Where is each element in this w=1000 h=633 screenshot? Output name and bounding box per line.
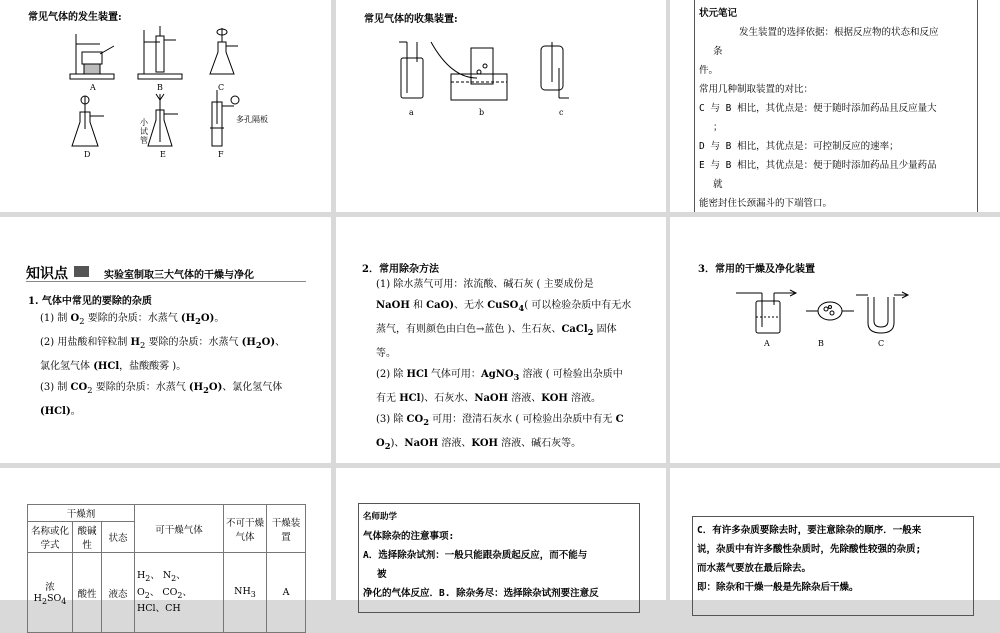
label-c: c: [559, 108, 564, 117]
panel-teacher-tips: [336, 468, 666, 600]
order-line: C．有许多杂质要除去时，要注意除杂的顺序．一般来: [697, 525, 922, 536]
label-b: B: [818, 339, 824, 348]
section-title: 3．常用的干燥及净化装置: [698, 264, 815, 275]
removal-line: 有无 HCl)、石灰水、NaOH 溶液、KOH 溶液。: [376, 393, 602, 404]
tips-line: 净化的气体反应．B. 除杂务尽：选择除杂试剂要注意反: [363, 588, 599, 599]
notes-line: 就: [713, 179, 723, 190]
notes-heading: 状元笔记: [699, 8, 738, 19]
label-c: C: [878, 339, 885, 348]
cell-state: 液态: [102, 553, 135, 633]
desiccant-table: [27, 504, 306, 633]
impurity-h2: (2) 用盐酸和锌粒制 $H_2$ 要除的杂质：水蒸气 $(H_2O)$、: [40, 337, 286, 350]
label-a: a: [409, 108, 414, 117]
label-e: E: [160, 150, 166, 159]
header-desiccant: 干燥剂: [28, 505, 135, 522]
cell-can-dry: $H_2$、 $N_2$、 $O_2$、 $CO_2$、 HCl、CH: [135, 553, 224, 633]
notes-box: [694, 0, 978, 212]
impurity-co2-cont: (HCl)。: [40, 406, 81, 417]
notes-line: E 与 B 相比，其优点是：便于随时添加药品且少量药品: [699, 160, 937, 171]
tips-line: 被: [377, 569, 387, 580]
notes-line: 能密封住长颈漏斗的下端管口。: [699, 198, 833, 209]
removal-line: 等。: [376, 348, 396, 359]
panel-drying-devices: [670, 217, 1000, 463]
panel-removal-order: [670, 468, 1000, 600]
panel-title: 常见气体的发生装置:: [28, 12, 122, 23]
order-line: 即：除杂和干燥一般是先除杂后干燥。: [697, 582, 859, 593]
notes-line: 常用几种制取装置的对比：: [699, 84, 814, 95]
order-line: 而水蒸气要放在最后除去。: [697, 563, 812, 574]
header-name: 名称或化学式: [28, 522, 73, 553]
collection-apparatus-figure: [391, 38, 591, 108]
notes-line: D 与 B 相比，其优点是：可控制反应的速率；: [699, 141, 899, 152]
badge-block-icon: [74, 266, 89, 277]
header-state: 状态: [102, 522, 135, 553]
annot-small-tube: 小试管: [140, 118, 148, 145]
knowledge-badge: 知识点: [26, 266, 68, 282]
table-header-row: [28, 505, 306, 522]
tips-line: A．选择除杂试剂：一般只能跟杂质起反应，而不能与: [363, 550, 588, 561]
removal-text: [376, 274, 666, 457]
panel-notes: [670, 0, 1000, 212]
cell-device: A: [267, 553, 306, 633]
removal-line: (2) 除 HCl 气体可用：AgNO$_3$ 溶液 ( 可检验出杂质中: [376, 369, 623, 382]
header-cannot-dry: 不可干燥气体: [224, 505, 267, 553]
generation-apparatus-figure: [60, 24, 270, 164]
notes-line: 条: [713, 46, 723, 57]
cell-acidity: 酸性: [73, 553, 102, 633]
drying-devices-figure: [736, 287, 912, 337]
tips-heading: 名师助学: [363, 512, 398, 522]
order-box: [692, 516, 974, 616]
notes-line: 件。: [699, 65, 719, 76]
cell-cannot-dry: $NH_3$: [224, 553, 267, 633]
subsection-title: 1. 气体中常见的要除的杂质: [28, 296, 152, 307]
tips-line: 气体除杂的注意事项:: [363, 531, 455, 542]
order-line: 说，杂质中有许多酸性杂质时，先除酸性较强的杂质;: [697, 544, 922, 555]
cell-name: 浓 $H_2SO_4$: [28, 553, 73, 633]
header-acidity: 酸碱性: [73, 522, 102, 553]
notes-line: C 与 B 相比，其优点是：便于随时添加药品且反应量大: [699, 103, 937, 114]
panel-knowledge-point: [0, 217, 331, 463]
notes-line: ；: [713, 122, 723, 133]
label-a: A: [90, 83, 96, 92]
panel-collection-apparatus: [336, 0, 666, 212]
label-f: F: [218, 150, 224, 159]
removal-line: (3) 除 $CO_2$ 可用：澄清石灰水 ( 可检验出杂质中有无 C: [376, 414, 624, 427]
notes-line: 发生装置的选择依据：根据反应物的状态和反应: [739, 27, 939, 38]
title-divider: [26, 281, 306, 282]
impurity-h2-cont: 氯化氢气体 (HCl，盐酸酸雾 )。: [40, 361, 187, 372]
panel-generation-apparatus: [0, 0, 331, 212]
table-row: [28, 553, 306, 633]
impurity-list: [40, 308, 322, 422]
header-device: 干燥装置: [267, 505, 306, 553]
label-d: D: [84, 150, 91, 159]
header-can-dry: 可干燥气体: [135, 505, 224, 553]
impurity-o2: (1) 制 $O_2$ 要除的杂质：水蒸气 $(H_2O)$。: [40, 313, 225, 326]
panel-title: 常见气体的收集装置:: [364, 14, 458, 25]
label-a: A: [764, 339, 770, 348]
impurity-co2: (3) 制 $CO_2$ 要除的杂质：水蒸气 $(H_2O)$、氯化氢气体: [40, 382, 283, 395]
tips-box: [358, 503, 640, 613]
panel-removal-methods: [336, 217, 666, 463]
panel-desiccant-table: [0, 468, 331, 615]
label-b: B: [157, 83, 163, 92]
section-title: 2．常用除杂方法: [362, 264, 439, 275]
section-title: 实验室制取三大气体的干燥与净化: [104, 270, 254, 281]
removal-line: $O_2$)、NaOH 溶液、KOH 溶液、碱石灰等。: [376, 438, 582, 451]
label-b: b: [479, 108, 485, 117]
annot-perforated-plate: 多孔隔板: [236, 115, 268, 124]
label-c: C: [218, 83, 225, 92]
removal-line: (1) 除水蒸气可用：浓流酸、碱石灰 ( 主要成份是: [376, 279, 594, 290]
removal-line: NaOH 和 CaO)、无水 CuSO$_4$( 可以检验杂质中有无水: [376, 300, 632, 313]
removal-line: 蒸气，有则颜色由白色→蓝色 )、生石灰、CaCl$_2$ 固体: [376, 324, 617, 337]
